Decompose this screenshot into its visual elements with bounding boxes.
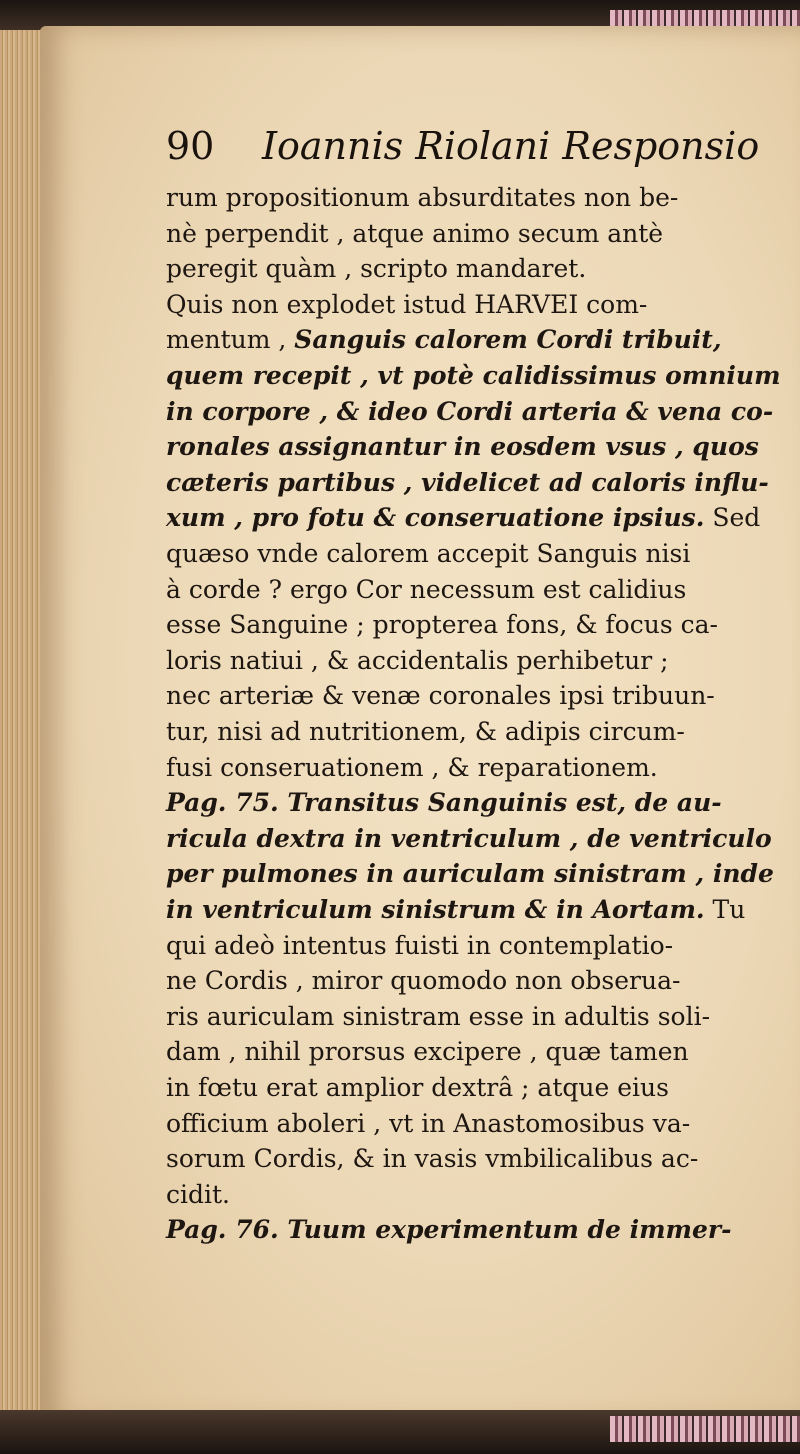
- text-line: loris natiui , & accidentalis perhibetur ;: [166, 645, 669, 675]
- text-line: Quis non explodet istud HARVEI com-: [166, 289, 648, 319]
- text-line: [166, 500, 761, 536]
- running-head: [166, 124, 760, 180]
- running-title: Ioannis Riolani Responsio: [262, 124, 760, 168]
- text-line: [166, 322, 722, 358]
- text-line: quem recepit , vt potè calidissimus omnium: [166, 361, 781, 390]
- text-line: qui adeò intentus fuisti in contemplatio-: [166, 930, 674, 960]
- roman-text: Sed: [704, 503, 761, 533]
- text-line: cidit.: [166, 1179, 230, 1209]
- text-line: dam , nihil prorsus excipere , quæ tamen: [166, 1037, 689, 1067]
- text-line: à corde ? ergo Cor necessum est calidius: [166, 574, 687, 604]
- italic-text: in ventriculum sinistrum & in Aortam.: [166, 895, 705, 924]
- text-line: per pulmones in auriculam sinistram , inde: [166, 859, 774, 889]
- text-line: fusi conseruationem , & reparationem.: [166, 752, 658, 782]
- text-line: ricula dextra in ventriculum , de ventriculo: [166, 823, 772, 853]
- text-line: Pag. 75. Transitus Sanguinis est, de au-: [166, 788, 722, 818]
- text-line: Pag. 76. Tuum experimentum de immer-: [166, 1215, 732, 1245]
- text-line: esse Sanguine ; propterea fons, & focus ca-: [166, 610, 718, 640]
- text-line: ronales assignantur in eosdem vsus , quos: [166, 432, 759, 462]
- text-line: cæteris partibus , videlicet ad caloris influ-: [166, 467, 769, 497]
- text-line: in fœtu erat amplior dextrâ ; atque eius: [166, 1073, 669, 1102]
- text-line: peregit quàm , scripto mandaret.: [166, 254, 587, 284]
- text-line: sorum Cordis, & in vasis vmbilicalibus ac-: [166, 1144, 699, 1174]
- text-line: tur, nisi ad nutritionem, & adipis circum-: [166, 717, 685, 746]
- text-line: ris auriculam sinistram esse in adultis soli-: [166, 1001, 711, 1031]
- text-line: rum propositionum absurditates non be-: [166, 183, 679, 212]
- text-line: nec arteriæ & venæ coronales ipsi tribuun-: [166, 681, 715, 711]
- page-number: 90: [166, 124, 215, 168]
- text-line: quæso vnde calorem accepit Sanguis nisi: [166, 539, 691, 568]
- headband-bottom: [610, 1416, 800, 1442]
- italic-text: xum , pro fotu & conseruatione ipsius.: [166, 503, 705, 533]
- text-line: officium aboleri , vt in Anastomosibus va-: [166, 1108, 691, 1138]
- roman-text: Tu: [704, 895, 746, 924]
- text-line: nè perpendit , atque animo secum antè: [166, 218, 664, 248]
- text-line: in corpore , & ideo Cordi arteria & vena co-: [166, 396, 774, 426]
- roman-text: mentum ,: [166, 325, 295, 355]
- italic-text: Sanguis calorem Cordi tribuit,: [294, 325, 722, 355]
- text-line: [166, 892, 746, 928]
- text-line: ne Cordis , miror quomodo non obserua-: [166, 966, 681, 996]
